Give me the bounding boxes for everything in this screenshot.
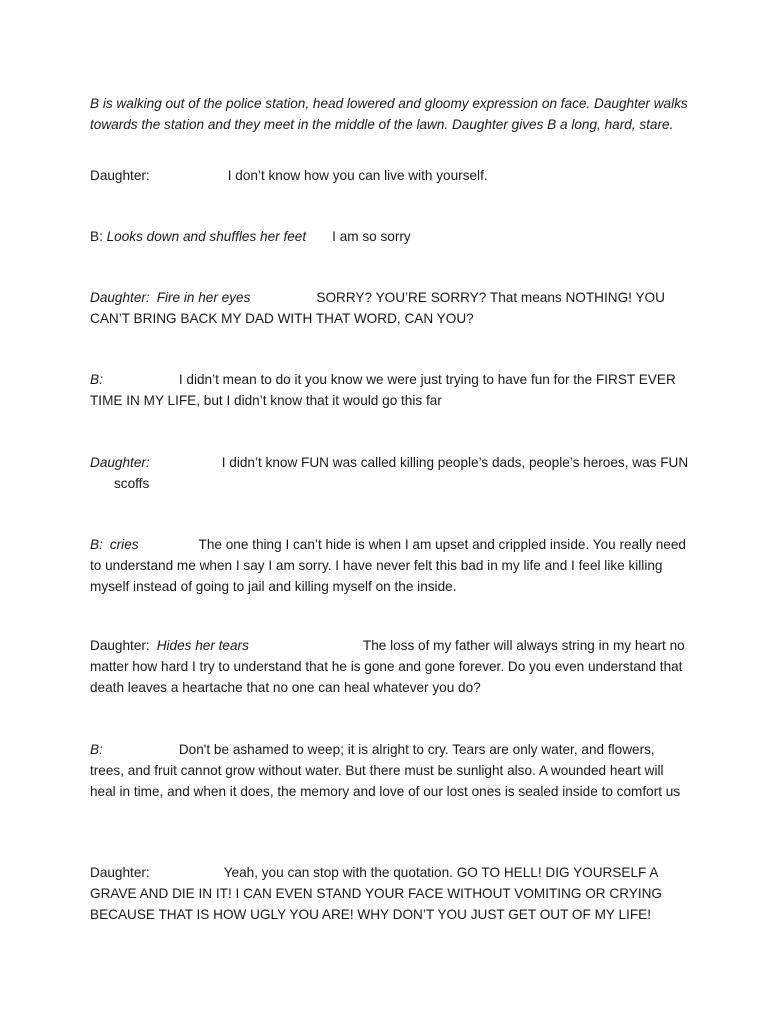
- dialogue-text: I didn’t know FUN was called killing people’s dads, people’s heroes, was FUN: [221, 455, 689, 470]
- speaker-label: Daughter:: [90, 290, 150, 305]
- dialogue-text: SORRY? YOU’RE SORRY? That means NOTHING! YOU CAN’T BRING BACK MY DAD WITH THAT WORD, CAN YOU?: [90, 290, 665, 326]
- dialogue-line: [90, 739, 690, 802]
- dialogue-text: Yeah, you can stop with the quotation. GO TO HELL! DIG YOURSELF A GRAVE AND DIE IN IT! I CAN EVEN STAND YOUR FACE WITHOUT VOMITING OR CRYING BECAUSE THAT IS HOW UGLY YOU ARE! WHY DON’T YOU JUST GET OUT OF MY LIFE!: [90, 865, 663, 922]
- dialogue-line: [90, 165, 690, 186]
- dialogue-line: [90, 369, 690, 411]
- speaker-label: Daughter:: [90, 168, 150, 183]
- dialogue-line: [90, 862, 690, 925]
- stage-direction: cries: [109, 537, 139, 552]
- dialogue-line: [90, 452, 690, 494]
- speaker-label: B:: [90, 372, 103, 387]
- stage-direction: Fire in her eyes: [156, 290, 251, 305]
- stage-direction: Looks down and shuffles her feet: [106, 229, 307, 244]
- dialogue-text: The one thing I can’t hide is when I am upset and crippled inside. You really need to understand me when I say I am sorry. I have never felt this bad in my life and I feel like killing myself instead of going to jail and killing myself on the inside.: [90, 537, 686, 594]
- stage-direction: Hides her tears: [156, 638, 249, 653]
- speaker-label: Daughter:: [90, 638, 150, 653]
- speaker-label: Daughter:: [90, 455, 150, 470]
- opening-stage-direction: B is walking out of the police station, head lowered and gloomy expression on face. Daughter walks towards the station and they meet in the middle of the lawn. Daughter gives B a long, hard, stare.: [90, 96, 688, 132]
- trailing-direction: scoffs: [114, 476, 150, 491]
- dialogue-line: [90, 534, 690, 597]
- dialogue-text: The loss of my father will always string in my heart no matter how hard I try to understand that he is gone and gone forever. Do you even understand that death leaves a heartache that no one can heal whatever you do?: [90, 638, 685, 695]
- dialogue-text: I don’t know how you can live with yourself.: [227, 168, 488, 183]
- speaker-label: B:: [90, 742, 103, 757]
- dialogue-line: [90, 635, 690, 698]
- speaker-label: Daughter:: [90, 865, 150, 880]
- dialogue-line: [90, 287, 690, 329]
- dialogue-text: Don't be ashamed to weep; it is alright to cry. Tears are only water, and flowers, trees, and fruit cannot grow without water. But there must be sunlight also. A wounded heart will heal in time, and when it does, the memory and love of our lost ones is sealed inside to comfort us: [90, 742, 681, 799]
- dialogue-text: I am so sorry: [332, 229, 411, 244]
- speaker-label: B:: [90, 229, 103, 244]
- speaker-label: B:: [90, 537, 103, 552]
- dialogue-text: I didn’t mean to do it you know we were just trying to have fun for the FIRST EVER TIME IN MY LIFE, but I didn’t know that it would go this far: [90, 372, 676, 408]
- dialogue-line: [90, 226, 690, 247]
